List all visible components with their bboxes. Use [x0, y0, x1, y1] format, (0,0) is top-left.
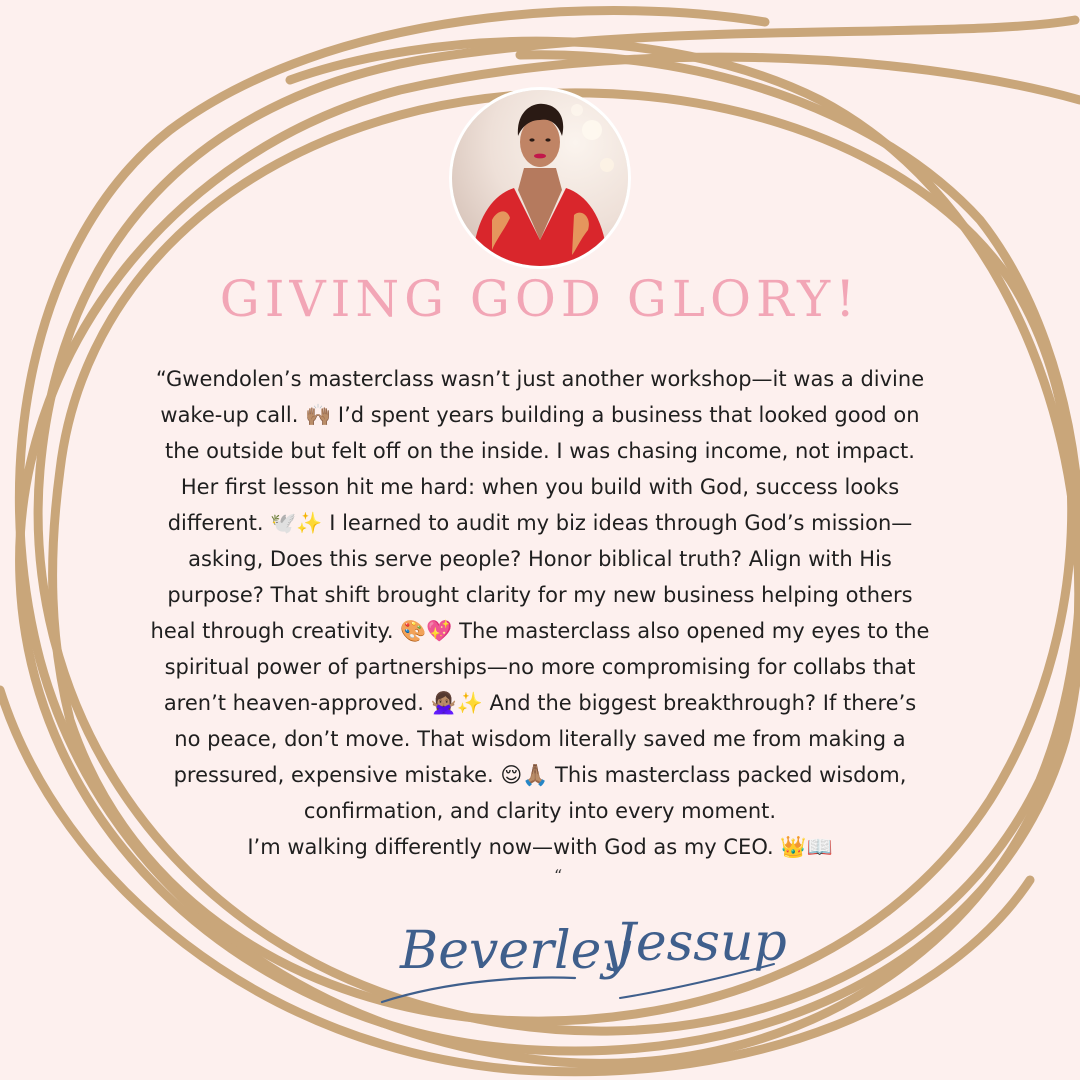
quote-line: purpose? That shift brought clarity for my new business helping others [167, 583, 913, 607]
quote-line: spiritual power of partnerships—no more compromising for collabs that [164, 655, 916, 679]
quote-line: aren’t heaven-approved. 🙅🏽‍♀️✨ And the biggest breakthrough? If there’s [163, 691, 917, 715]
quote-line: asking, Does this serve people? Honor biblical truth? Align with His [188, 547, 892, 571]
quote-line: Her first lesson hit me hard: when you build with God, success looks [180, 475, 900, 499]
quote-line: different. 🕊️✨ I learned to audit my biz ideas through God’s mission— [167, 511, 913, 535]
quote-line: pressured, expensive mistake. 😌🙏🏽 This masterclass packed wisdom, [173, 763, 907, 787]
quote-line: wake-up call. 🙌🏽 I’d spent years building a business that looked good on [160, 403, 920, 427]
quote-line: heal through creativity. 🎨💖 The masterclass also opened my eyes to the [150, 619, 930, 643]
avatar [452, 90, 628, 266]
signature-last-name: Jessup [615, 913, 787, 973]
portrait-image [452, 90, 628, 266]
signature [370, 880, 790, 1010]
quote-line: I’m walking differently now—with God as my CEO. 👑📖 [247, 835, 833, 859]
quote-line: confirmation, and clarity into every moment. [303, 799, 777, 823]
closing-quote-mark: “ [554, 866, 563, 885]
quote-line: “Gwendolen’s masterclass wasn’t just another workshop—it was a divine [155, 367, 925, 391]
quote-line: the outside but felt off on the inside. I was chasing income, not impact. [165, 439, 915, 463]
quote-line: no peace, don’t move. That wisdom literally saved me from making a [174, 727, 906, 751]
signature-flourish [382, 978, 575, 1002]
testimonial-quote [110, 361, 970, 865]
signature-first-name: Beverley [400, 921, 631, 981]
headline: GIVING GOD GLORY! [219, 270, 861, 328]
